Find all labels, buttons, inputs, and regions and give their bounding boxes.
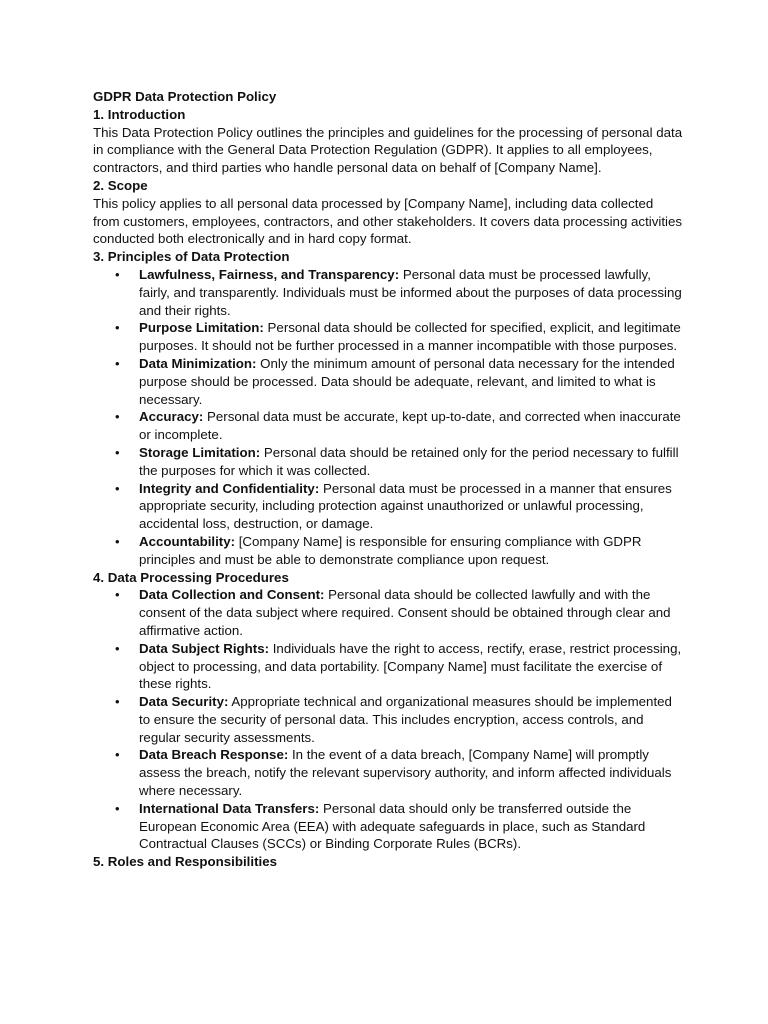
list-item xyxy=(93,266,683,319)
list-item-text: Personal data must be processed in a manner that ensures appropriate security, including protection against unauthorized or unlawful processing, accidental loss, destruction, or damage. xyxy=(139,480,672,532)
bullet-icon: • xyxy=(115,409,120,425)
bullet-icon: • xyxy=(115,266,120,282)
list-item-text: [Company Name] is responsible for ensuring compliance with GDPR principles and must be able to demonstrate compliance upon request. xyxy=(139,533,642,567)
list-item-term: Purpose Limitation: xyxy=(139,320,264,336)
list-item xyxy=(93,355,683,408)
list-item-term: Accountability: xyxy=(139,533,236,549)
list-item-term: Lawfulness, Fairness, and Transparency: xyxy=(139,266,400,282)
list-item-text: Appropriate technical and organizational measures should be implemented to ensure the security of personal data. This includes encryption, access controls, and regular security assessments. xyxy=(139,694,672,745)
procedures-list xyxy=(93,586,683,853)
section-heading-introduction: 1. Introduction xyxy=(93,106,186,122)
bullet-icon: • xyxy=(115,480,120,496)
bullet-icon: • xyxy=(115,444,120,460)
document-page xyxy=(93,88,683,871)
list-item xyxy=(93,640,683,693)
list-item-term: Data Collection and Consent: xyxy=(139,587,325,603)
principles-list xyxy=(93,266,683,569)
list-item-text: Personal data must be accurate, kept up-to-date, and corrected when inaccurate or incomplete. xyxy=(139,409,681,443)
list-item xyxy=(93,800,683,853)
section-heading-procedures: 4. Data Processing Procedures xyxy=(93,569,289,585)
bullet-icon: • xyxy=(115,355,120,371)
list-item-text: Individuals have the right to access, rectify, erase, restrict processing, object to processing, and data portability. [Company Name] must facilitate the exercise of these rights. xyxy=(139,640,682,692)
bullet-icon: • xyxy=(115,694,120,710)
list-item-text: Personal data must be processed lawfully, fairly, and transparently. Individuals must be informed about the purposes of data processing and their rights. xyxy=(139,266,682,318)
list-item-term: Data Breach Response: xyxy=(139,747,289,763)
bullet-icon: • xyxy=(115,533,120,549)
list-item-term: Data Minimization: xyxy=(139,355,257,371)
list-item xyxy=(93,746,683,799)
list-item xyxy=(93,480,683,533)
list-item-term: Integrity and Confidentiality: xyxy=(139,480,320,496)
bullet-icon: • xyxy=(115,320,120,336)
list-item xyxy=(93,693,683,746)
list-item-text: Personal data should be retained only for the period necessary to fulfill the purposes for which it was collected. xyxy=(139,444,679,478)
bullet-icon: • xyxy=(115,747,120,763)
list-item-term: Storage Limitation: xyxy=(139,444,261,460)
list-item-text: Personal data should only be transferred outside the European Economic Area (EEA) with adequate safeguards in place, such as Standard Contractual Clauses (SCCs) or Binding Corporate Rules (BCRs). xyxy=(139,800,646,852)
section-heading-roles: 5. Roles and Responsibilities xyxy=(93,854,277,870)
list-item-term: Data Security: xyxy=(139,694,229,710)
list-item xyxy=(93,319,683,355)
list-item xyxy=(93,408,683,444)
bullet-icon: • xyxy=(115,587,120,603)
document-title: GDPR Data Protection Policy xyxy=(93,89,277,104)
bullet-icon: • xyxy=(115,640,120,656)
scope-paragraph: This policy applies to all personal data processed by [Company Name], including data collected from customers, employees, contractors, and other stakeholders. It covers data processing activities conducted both electronically and in hard copy format. xyxy=(93,195,683,247)
list-item xyxy=(93,444,683,480)
list-item-text: Only the minimum amount of personal data necessary for the intended purpose should be processed. Data should be adequate, relevant, and limited to what is necessary. xyxy=(139,355,675,407)
list-item-text: Personal data should be collected for specified, explicit, and legitimate purposes. It should not be further processed in a manner incompatible with those purposes. xyxy=(139,320,681,354)
bullet-icon: • xyxy=(115,800,120,816)
list-item-text: Personal data should be collected lawfully and with the consent of the data subject where required. Consent should be obtained through clear and affirmative action. xyxy=(139,587,671,638)
list-item-term: Accuracy: xyxy=(139,409,204,425)
list-item-text: In the event of a data breach, [Company Name] will promptly assess the breach, notify the relevant supervisory authority, and inform affected individuals where necessary. xyxy=(139,747,672,799)
list-item xyxy=(93,586,683,639)
list-item-term: International Data Transfers: xyxy=(139,800,320,816)
section-heading-principles: 3. Principles of Data Protection xyxy=(93,249,290,265)
list-item-term: Data Subject Rights: xyxy=(139,640,270,656)
section-heading-scope: 2. Scope xyxy=(93,177,148,193)
list-item xyxy=(93,533,683,569)
introduction-paragraph: This Data Protection Policy outlines the principles and guidelines for the processing of personal data in compliance with the General Data Protection Regulation (GDPR). It applies to all employees, contractors, and third parties who handle personal data on behalf of [Company Name]. xyxy=(93,124,683,176)
